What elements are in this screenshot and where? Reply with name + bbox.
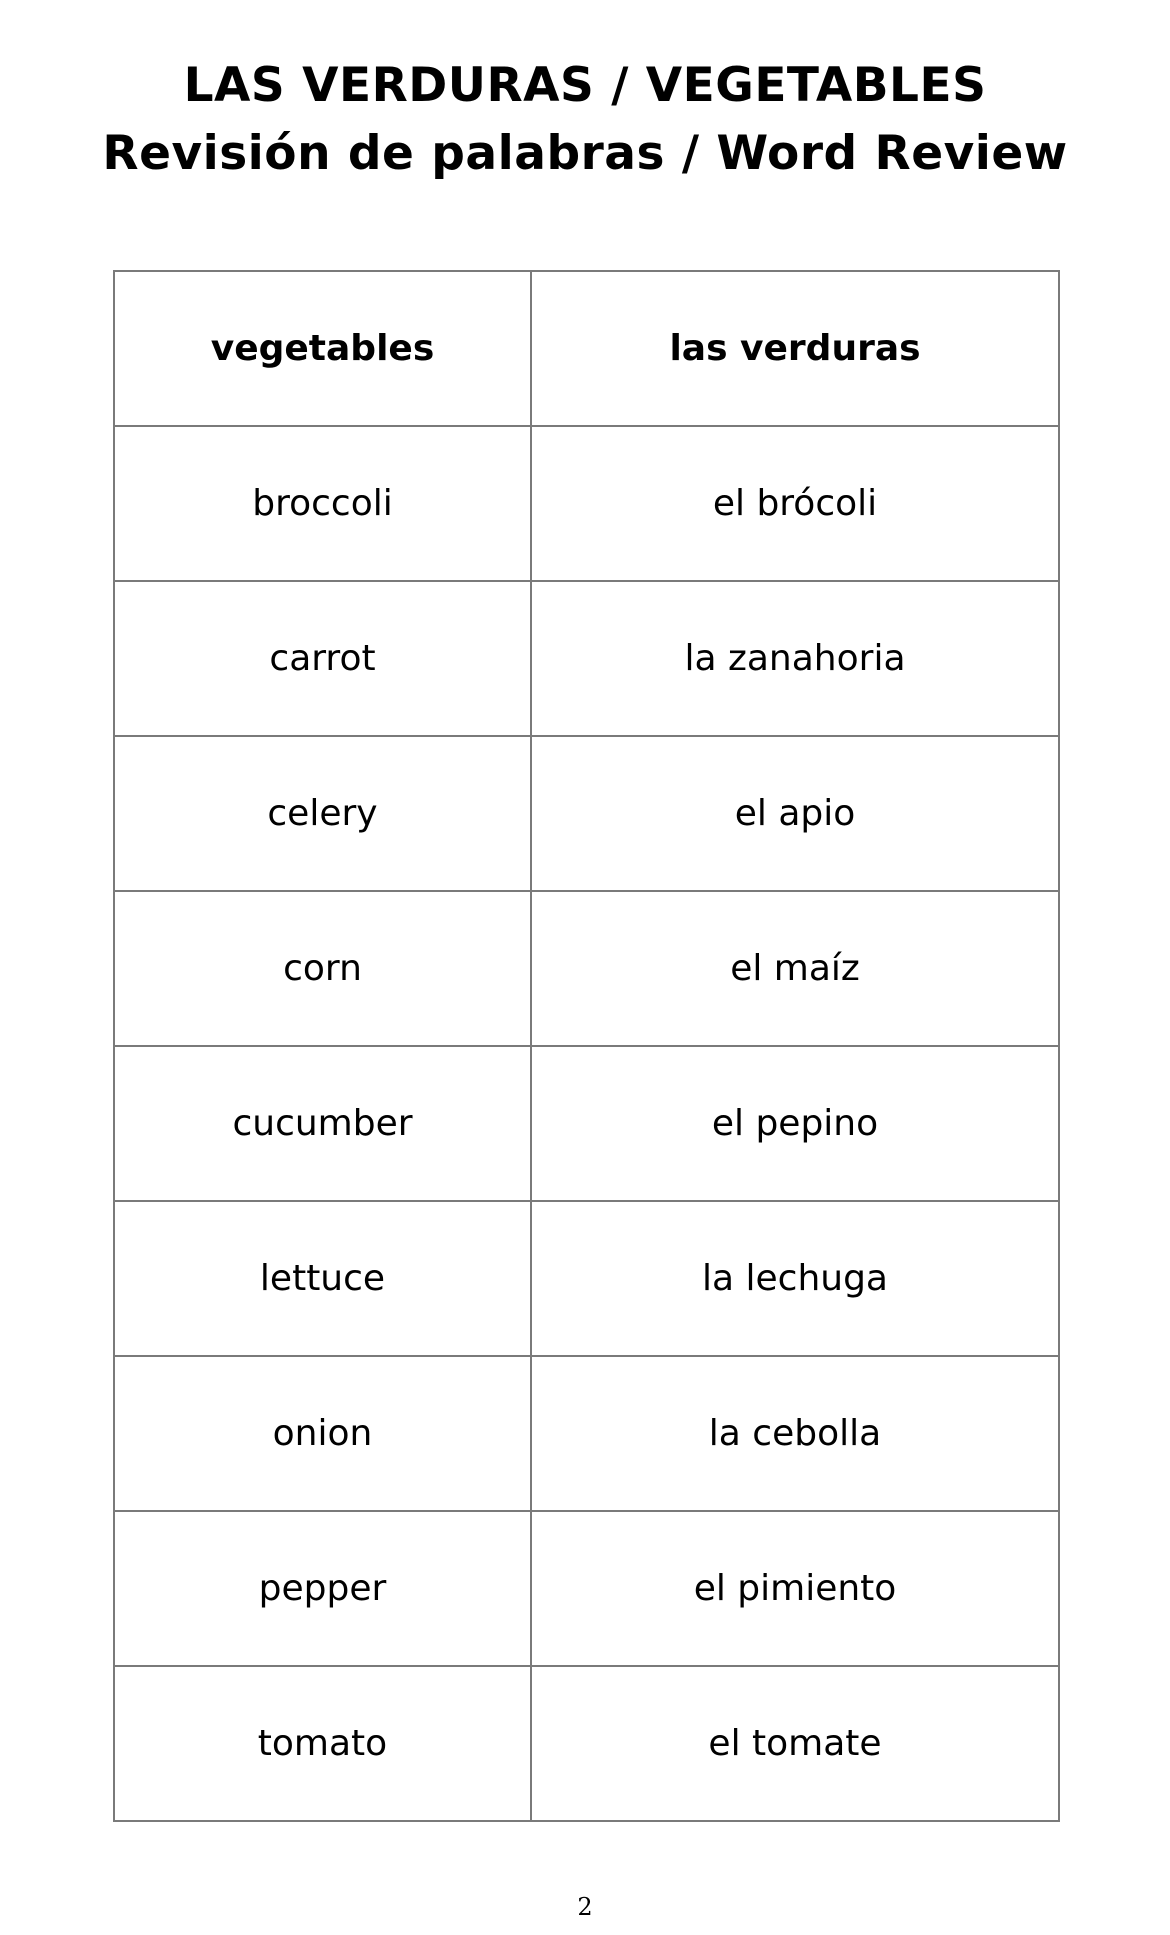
spanish-word: la cebolla xyxy=(531,1356,1059,1511)
english-word: pepper xyxy=(114,1511,531,1666)
english-word: tomato xyxy=(114,1666,531,1821)
table-row xyxy=(114,1201,1059,1356)
table-row xyxy=(114,581,1059,736)
english-word: broccoli xyxy=(114,426,531,581)
spanish-word: el pimiento xyxy=(531,1511,1059,1666)
title-line-1: LAS VERDURAS / VEGETABLES xyxy=(183,58,987,113)
table-row xyxy=(114,1356,1059,1511)
table-row xyxy=(114,1666,1059,1821)
spanish-word: la zanahoria xyxy=(531,581,1059,736)
spanish-word: la lechuga xyxy=(531,1201,1059,1356)
spanish-word: el tomate xyxy=(531,1666,1059,1821)
english-word: onion xyxy=(114,1356,531,1511)
table-row xyxy=(114,1511,1059,1666)
table-header-row xyxy=(114,271,1059,426)
spanish-word: el brócoli xyxy=(531,426,1059,581)
header-spanish: las verduras xyxy=(531,271,1059,426)
header-english: vegetables xyxy=(114,271,531,426)
spanish-word: el maíz xyxy=(531,891,1059,1046)
table-row xyxy=(114,1046,1059,1201)
english-word: lettuce xyxy=(114,1201,531,1356)
table-row xyxy=(114,426,1059,581)
title-line-2: Revisión de palabras / Word Review xyxy=(102,126,1068,181)
table-row xyxy=(114,736,1059,891)
page-number: 2 xyxy=(577,1893,593,1921)
english-word: carrot xyxy=(114,581,531,736)
table-row xyxy=(114,891,1059,1046)
spanish-word: el apio xyxy=(531,736,1059,891)
page-title xyxy=(0,52,1170,188)
spanish-word: el pepino xyxy=(531,1046,1059,1201)
vocabulary-table xyxy=(113,270,1060,1822)
english-word: celery xyxy=(114,736,531,891)
english-word: cucumber xyxy=(114,1046,531,1201)
english-word: corn xyxy=(114,891,531,1046)
